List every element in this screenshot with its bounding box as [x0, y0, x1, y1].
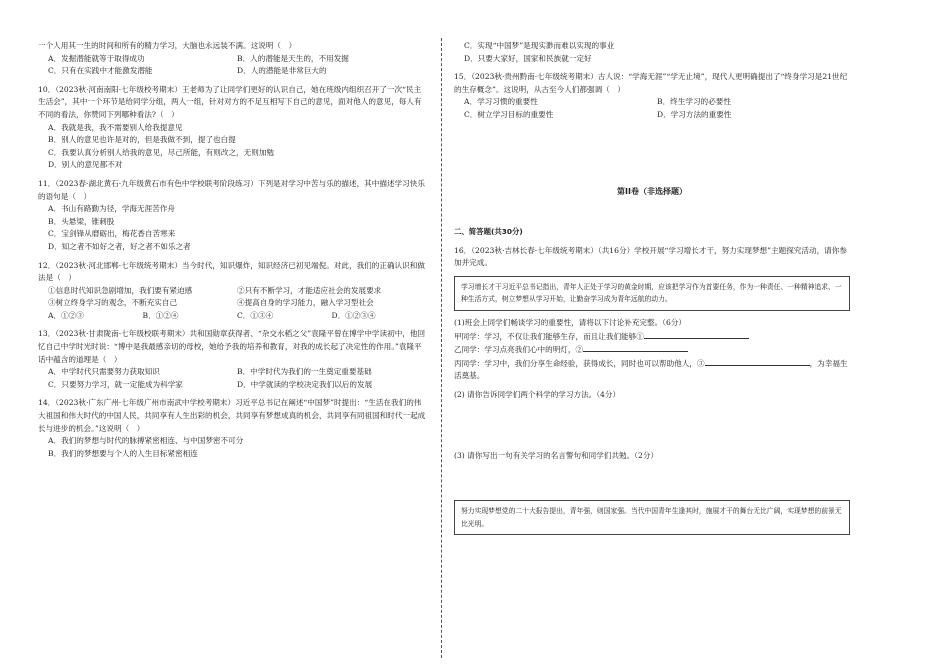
- option-d[interactable]: D．人的潜能是非常巨大的: [237, 66, 327, 76]
- option-c[interactable]: C．实现“中国梦”是现实渺而难以实现的事业: [464, 41, 615, 50]
- question-10-stem: 10．（2023秋·河南南阳·七年级校考期末）王老师为了让同学们更好的认识自己，她在班级内组织召开了一次“民主生活会”，其中一个环节是给同学分组，两人一组，针对对方的不足互相写下自己的意见，面对他人的意见，每人有不同的看法，你赞同下列哪种看法?（ ）: [38, 84, 422, 119]
- option-a[interactable]: A．我就是我，我不需要别人给我提意见: [48, 122, 183, 132]
- option-c[interactable]: C．我要认真分析别人给我的意见，尽己所能，有则改之，无则加勉: [48, 147, 275, 157]
- section-title: 第II卷（非选择题）: [617, 186, 687, 196]
- question-stem: 一个人用其一生的时间和所有的精力学习，大脑也永远装不满。这说明（ ）: [38, 41, 297, 50]
- option-row: [454, 96, 850, 109]
- option-d[interactable]: D．中学就读的学校决定我们以后的发展: [237, 379, 373, 389]
- statement-row: [38, 285, 426, 298]
- answer-blank[interactable]: [583, 343, 688, 352]
- option-d[interactable]: D．①②③④: [331, 310, 376, 320]
- question-11-stem: 11．（2023春·湖北黄石·九年级黄石市有色中学校联考阶段练习）下列是对学习中苦与乐的描述，其中描述学习快乐的语句是（ ）: [38, 178, 425, 201]
- answer-suffix: ，为幸福生活奠基。: [454, 358, 848, 381]
- statement-3: ③树立终身学习的观念，不断充实自己: [48, 298, 178, 308]
- question-12-stem: 12．（2023秋·河北邯郸·七年级统考期末）当今时代，知识爆炸，知识经济已初见端倪。对此，我们的正确认识和做法是（ ）: [38, 260, 425, 283]
- option-b[interactable]: B．头悬梁，锥刺股: [48, 216, 115, 226]
- answer-prompt: 乙同学：学习点亮我们心中的明灯，②: [454, 345, 584, 355]
- option-row: [38, 366, 426, 379]
- statement-4: ④提高自身的学习能力，融入学习型社会: [237, 298, 374, 308]
- answer-line-bing: [454, 357, 850, 383]
- option-c[interactable]: C．宝剑锋从磨砺出，梅花香自苦寒来: [48, 229, 176, 239]
- right-column: [454, 40, 850, 535]
- answer-blank[interactable]: [644, 330, 749, 339]
- answer-line-jia: [454, 330, 850, 344]
- answer-prompt: 甲同学：学习，不仅让我们能够生存，而且让我们能够①: [454, 331, 644, 341]
- material-box: 努力实现梦想党的二十大报告提出，青年强，则国家强。当代中国青年生逢其时，施展才干的舞台无比广阔，实现梦想的前景无比光明。: [454, 500, 850, 535]
- question-15-stem: 15．（2023秋·贵州黔南·七年级统考期末）古人说：“学海无涯”“学无止境”，现代人更明确提出了“终身学习是21世纪的生存概念”。这说明，从古至今人们都强调（ ）: [454, 72, 848, 94]
- answer-space[interactable]: [454, 462, 850, 500]
- material-box: 学习增长才干习近平总书记指出，青年人正处于学习的黄金时期，应该把学习作为首要任务，作为一种责任、一种精神追求、一种生活方式，树立梦想从学习开始，让勤奋学习成为青年远航的动力。: [454, 276, 850, 311]
- option-a[interactable]: A．发掘潜能就等于取得成功: [48, 53, 145, 63]
- statement-2: ②只有不断学习，才能适应社会的发展要求: [237, 285, 382, 295]
- option-row: [38, 379, 426, 392]
- option-row: [454, 109, 850, 122]
- option-d[interactable]: D．知之者不如好之者，好之者不如乐之者: [48, 241, 191, 251]
- option-b[interactable]: B．别人的意见也许是对的，但是我做不到，提了也白提: [48, 135, 236, 145]
- statement-row: [38, 297, 426, 310]
- part-title: 二、简答题(共30分): [454, 227, 523, 237]
- subquestion-2: (2) 请你告诉同学们两个科学的学习方法。（4分）: [454, 389, 621, 399]
- column-divider: [441, 38, 442, 658]
- option-row: [38, 53, 426, 66]
- answer-space[interactable]: [454, 402, 850, 450]
- option-a[interactable]: A．我们的梦想与时代的脉搏紧密相连、与中国梦密不可分: [48, 436, 244, 446]
- option-a[interactable]: A．书山有路勤为径，学海无涯苦作舟: [48, 204, 175, 214]
- answer-line-yi: [454, 343, 850, 357]
- option-a[interactable]: A．①②③: [48, 310, 84, 320]
- option-c[interactable]: C．只要努力学习，就一定能成为科学家: [48, 379, 183, 389]
- option-a[interactable]: A．学习习惯的重要性: [464, 97, 538, 107]
- option-row: [38, 310, 426, 323]
- option-d[interactable]: D．学习方法的重要性: [657, 109, 732, 119]
- statement-1: ①信息时代知识急剧增加，我们要有紧迫感: [48, 285, 193, 295]
- option-c[interactable]: C．①③④: [237, 310, 274, 320]
- option-b[interactable]: B．①②④: [142, 310, 179, 320]
- left-column: [38, 40, 426, 460]
- option-b[interactable]: B．人的潜能是天生的，不用发掘: [237, 53, 349, 63]
- option-row: [38, 65, 426, 78]
- option-b[interactable]: B．中学时代为我们的一生奠定重要基础: [237, 367, 372, 377]
- question-16-stem: 16．（2023秋·吉林长春·七年级统考期末）（共16分）学校开展“学习增长才干，努力实现梦想”主题探究活动，请你参加并完成。: [454, 245, 847, 268]
- option-c[interactable]: C．树立学习目标的重要性: [464, 109, 554, 119]
- option-d[interactable]: D．别人的意见都不对: [48, 160, 123, 170]
- option-d[interactable]: D．只要大家好，国家和民族就一定好: [464, 53, 592, 63]
- option-a[interactable]: A．中学时代只需要努力获取知识: [48, 367, 160, 377]
- question-13-stem: 13．（2023秋·甘肃陇南·七年级校联考期末）共和国勋章获得者、“杂交水稻之父”袁隆平曾在博学中学读初中，他回忆自己中学时光时说：“博中是我最感亲切的母校，她给予我的培养和教育，对我的成长起了决定性的作用。”袁隆平话中蕴含的道理是（ ）: [38, 329, 426, 364]
- subquestion-3: (3) 请你写出一句有关学习的名言警句和同学们共勉。（2分）: [454, 450, 659, 460]
- answer-blank[interactable]: [705, 357, 810, 366]
- option-c[interactable]: C．只有在实践中才能激发潜能: [48, 66, 153, 76]
- subquestion-1: (1)班会上同学们畅谈学习的重要性，请将以下讨论补充完整。（6分）: [454, 317, 687, 327]
- answer-prompt: 丙同学：学习中，我们分享生命经验，获得成长，同时也可以帮助他人，③: [454, 358, 705, 368]
- option-b[interactable]: B．终生学习的必要性: [657, 97, 731, 107]
- option-b[interactable]: B．我们的梦想要与个人的人生目标紧密相连: [48, 448, 198, 458]
- question-14-stem: 14．（2023秋·广东广州·七年级广州市南武中学校考期末）习近平总书记在阐述“中国梦”时提出：“生活在我们的伟大祖国和伟大时代的中国人民，共同享有人生出彩的机会，共同享有梦想成真的机会，共同享有同祖国和时代一起成长与进步的机会。”这说明（ ）: [38, 398, 426, 433]
